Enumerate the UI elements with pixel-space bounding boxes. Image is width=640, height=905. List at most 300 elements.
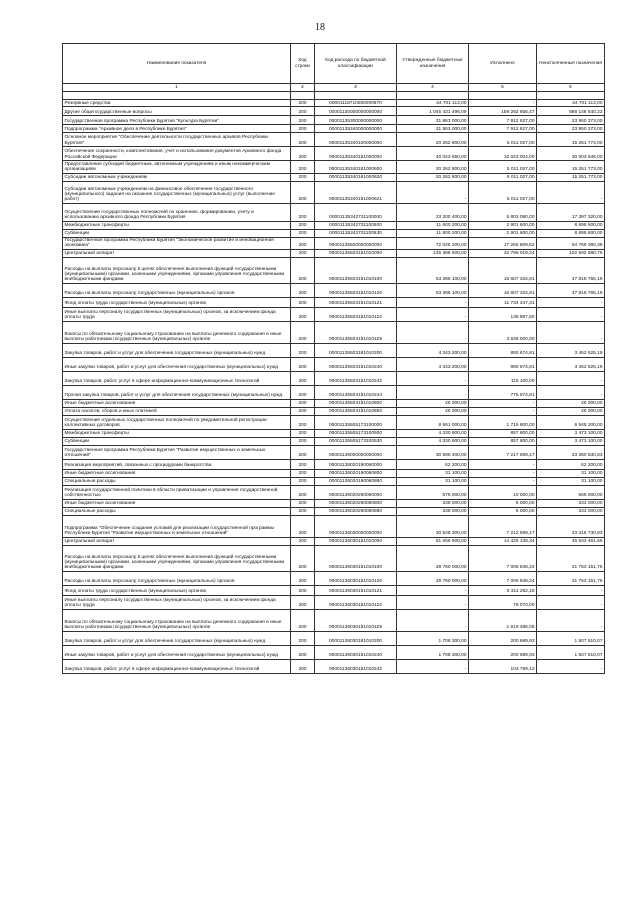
column-number: 1 [63,84,291,92]
header-approved: Утвержденные бюджетные назначения [397,44,469,84]
table-header-row [63,44,605,84]
row-executed: 2 901 600,00 [469,221,537,229]
row-line-code: 200 [291,181,315,203]
row-executed: 7 912 627,00 [469,125,537,133]
row-executed: 5 000,00 [469,500,537,508]
row-name: Подпрограмма "Обеспечение создания условий для реализации государственной программы Республики Бурятия "Развитие имущественных и земельных отношений" [63,516,291,538]
row-remaining: 17 397 320,00 [537,203,605,221]
table-row [63,446,605,460]
row-budget-code: 00001136030181010242 [315,660,397,674]
row-executed: 200 689,93 [469,632,537,646]
row-budget-code: 00001135503181010121 [315,298,397,308]
row-budget-code: 00001135342731100530 [315,229,397,237]
row-line-code: 200 [291,516,315,538]
table-row [63,100,605,107]
row-name: Взносы по обязательному социальному страхованию на выплаты денежного содержания и иные выплаты работникам государственных (муниципальных) органов [63,322,291,344]
row-executed: 17 255 809,62 [469,237,537,249]
row-name: Осуществление государственных полномочий по хранению, формированию, учету и использованию архивного фонда Республики Бурятия [63,203,291,221]
row-executed: 890 674,81 [469,344,537,358]
row-remaining: - [537,386,605,400]
column-number: 2 [291,84,315,92]
row-remaining: 333 000,00 [537,500,605,508]
table-row [63,572,605,586]
table-row [63,632,605,646]
header-line-code: Код строки [291,44,315,84]
row-approved: 20 262 800,00 [397,173,469,181]
row-name: Иные бюджетные ассигнования [63,470,291,478]
row-executed: 5 011 027,00 [469,133,537,147]
row-executed: 14 425 138,34 [469,538,537,546]
table-row [63,460,605,470]
row-name: Фонд оплаты труда государственных (муниципальных) органов [63,586,291,596]
row-approved: 20 262 800,00 [397,133,469,147]
row-budget-code: 00001136030181010120 [315,572,397,586]
row-line-code: 200 [291,344,315,358]
row-approved: 8 661 000,00 [397,416,469,430]
row-line-code: 200 [291,358,315,372]
row-budget-code: 00001135503181010800 [315,400,397,408]
row-name: Основное мероприятие "Обеспечение деятельности государственных архивов Республики Бурятия" [63,133,291,147]
row-remaining: - [537,298,605,308]
row-budget-code: 00001136000000000000 [315,446,397,460]
row-remaining: - [537,596,605,610]
row-name: Межбюджетные трансферты [63,430,291,438]
row-remaining: 47 818 765,19 [537,284,605,298]
row-budget-code: 00001136020290060000 [315,486,397,500]
table-row [63,308,605,322]
row-budget-code: 00001118710000000870 [315,100,397,107]
table-row [63,298,605,308]
row-executed: 159 282 856,47 [469,107,537,116]
row-budget-code: 00001136020290060880 [315,508,397,516]
row-remaining: 23 950 373,00 [537,125,605,133]
row-approved: 11 600 200,00 [397,221,469,229]
row-remaining: 30 003 646,00 [537,147,605,161]
row-line-code: 200 [291,386,315,400]
row-remaining: - [537,610,605,632]
row-budget-code: 00001136020190060800 [315,470,397,478]
row-approved: 72 025 200,00 [397,237,469,249]
row-name: Прочая закупка товаров, работ и услуг для обеспечения государственных (муниципальных) нужд [63,386,291,400]
table-row [63,516,605,538]
row-name: Межбюджетные трансферты [63,221,291,229]
row-approved: - [397,660,469,674]
row-executed: 32 796 019,24 [469,250,537,258]
row-line-code: 200 [291,116,315,125]
row-remaining: 8 698 600,00 [537,229,605,237]
row-remaining: 3 452 525,19 [537,344,605,358]
row-executed: 5 000,00 [469,508,537,516]
row-budget-code: 00001136030181010121 [315,586,397,596]
row-name: Иные бюджетные ассигнования [63,400,291,408]
table-row [63,229,605,237]
row-line-code: 200 [291,430,315,438]
row-name: Иные закупки товаров, работ и услуг для обеспечения государственных (муниципальных) нужд [63,358,291,372]
table-row [63,586,605,596]
row-remaining: - [537,586,605,596]
row-approved: 62 200,00 [397,460,469,470]
row-remaining: 25 000,00 [537,408,605,416]
row-budget-code: 00001130000000000000 [315,107,397,116]
row-approved: 1 708 300,00 [397,632,469,646]
row-approved: 63 396 100,00 [397,258,469,284]
row-executed: 11 734 447,31 [469,298,537,308]
table-row [63,500,605,508]
row-line-code: 200 [291,438,315,446]
table-row [63,125,605,133]
row-approved: - [397,596,469,610]
row-budget-code: 00001136020290060800 [315,500,397,508]
row-remaining: 34 701 113,00 [537,100,605,107]
row-name: Закупка товаров, работ, услуг в сфере информационно-коммуникационных технологий [63,660,291,674]
row-name: Иные закупки товаров, работ и услуг для обеспечения государственных (муниципальных) нужд [63,646,291,660]
row-remaining: 47 818 755,19 [537,258,605,284]
row-executed: 7 006 848,24 [469,572,537,586]
row-name: Иные бюджетные ассигнования [63,500,291,508]
row-remaining: 3 473 100,00 [537,430,605,438]
row-remaining: - [537,181,605,203]
row-executed: 3 636 000,00 [469,322,537,344]
column-number: 4 [397,84,469,92]
column-number: 5 [469,84,537,92]
row-remaining: 23 316 730,83 [537,516,605,538]
row-line-code: 200 [291,125,315,133]
row-name: Субсидии автономным учреждениям на финансовое обеспечение государственного (муниципального) задания на оказание государственных (муниципальных) услуг (выполнение работ) [63,181,291,203]
row-line-code: 200 [291,416,315,430]
row-executed: - [469,470,537,478]
row-approved: 28 760 000,00 [397,572,469,586]
row-budget-code: 00001135505173100000 [315,416,397,430]
row-approved: 30 528 300,00 [397,516,469,538]
row-executed: - [469,460,537,470]
row-name: Иные выплаты персоналу государственных (муниципальных) органов, за исключением фонда оплаты труда [63,596,291,610]
row-name: Закупка товаров, работ, услуг в сфере информационно-коммуникационных технологий [63,372,291,386]
row-executed: 15 607 334,81 [469,284,537,298]
row-budget-code: 00001135503181010100 [315,258,397,284]
table-row [63,486,605,500]
row-budget-code: 00001135503181010000 [315,250,397,258]
table-row [63,107,605,116]
row-remaining: 886 148 640,22 [537,107,605,116]
row-name: Субвенции [63,438,291,446]
row-approved: 20 262 800,00 [397,161,469,173]
row-line-code: 200 [291,237,315,249]
row-executed: 76 070,00 [469,596,537,610]
row-executed: 7 006 848,24 [469,546,537,572]
row-name: Реализация мероприятий, связанных с процедурами банкротства [63,460,291,470]
table-row [63,386,605,400]
row-approved: 31 100,00 [397,470,469,478]
table-row [63,116,605,125]
row-approved: - [397,181,469,203]
row-line-code: 200 [291,508,315,516]
row-line-code: 200 [291,133,315,147]
row-approved: 31 863 000,00 [397,125,469,133]
row-budget-code: 00001136020190060880 [315,478,397,486]
row-line-code: 200 [291,572,315,586]
row-remaining: 21 753 151,76 [537,572,605,586]
row-line-code: 200 [291,478,315,486]
row-line-code: 200 [291,258,315,284]
row-budget-code: 00001136020190060000 [315,460,397,470]
row-executed: 1 619 486,06 [469,610,537,632]
row-remaining: 21 753 151,76 [537,546,605,572]
row-approved: - [397,308,469,322]
row-executed: - [469,400,537,408]
row-budget-code: 00001136030181010100 [315,546,397,572]
row-budget-code: 00001135340181000620 [315,173,397,181]
table-row [63,660,605,674]
row-budget-code: 00001135505173100500 [315,430,397,438]
row-name: Реализация государственной политики в области приватизации и управления государственной собственностью [63,486,291,500]
row-executed: 7 217 569,17 [469,446,537,460]
column-number: 6 [537,84,605,92]
table-row [63,430,605,438]
row-approved: 338 000,00 [397,508,469,516]
row-name: Расходы на выплаты персоналу государственных (муниципальных) органов [63,572,291,586]
table-body [63,100,605,674]
row-remaining: 62 200,00 [537,460,605,470]
row-executed: 5 803 080,00 [469,203,537,221]
row-budget-code: 00001135342731100500 [315,221,397,229]
table-row [63,344,605,358]
row-line-code: 200 [291,221,315,229]
row-executed: 15 607 334,81 [469,258,537,284]
row-name: Фонд оплаты труда государственных (муниципальных) органов [63,298,291,308]
row-remaining: 15 251 773,00 [537,133,605,147]
row-approved: 61 056 600,00 [397,538,469,546]
row-name: Расходы на выплаты персоналу в целях обеспечения выполнения функций государственными (муниципальными) органами, казенными учреждениями, органами управления государственными внебюджетными фондами [63,258,291,284]
row-approved: 30 598 400,00 [397,446,469,460]
row-budget-code: 00001135340181000621 [315,181,397,203]
row-remaining: 1 507 610,07 [537,646,605,660]
row-line-code: 200 [291,660,315,674]
table-row [63,203,605,221]
row-approved: 1 045 431 496,09 [397,107,469,116]
row-executed: 138 887,50 [469,308,537,322]
table-row [63,596,605,610]
row-budget-code: 00001135503181010244 [315,386,397,400]
row-remaining: 31 100,00 [537,470,605,478]
table-row [63,221,605,229]
row-line-code: 200 [291,203,315,221]
row-line-code: 200 [291,586,315,596]
row-line-code: 200 [291,446,315,460]
row-executed: 5 311 282,18 [469,586,537,596]
row-line-code: 200 [291,546,315,572]
table-row [63,610,605,632]
header-budget-code: Код расхода по бюджетной классификации [315,44,397,84]
row-approved: 338 000,00 [397,500,469,508]
row-budget-code: 00001135342731100000 [315,203,397,221]
row-executed: 5 011 027,00 [469,173,537,181]
row-line-code: 200 [291,372,315,386]
row-approved: - [397,322,469,344]
row-budget-code: 00001136030181010129 [315,610,397,632]
row-budget-code: 00001136030000000000 [315,516,397,538]
row-executed: 857 800,00 [469,430,537,438]
row-approved: 23 200 400,00 [397,203,469,221]
row-budget-code: 00001135503181010120 [315,284,397,298]
row-remaining: 3 452 525,19 [537,358,605,372]
row-remaining: - [537,372,605,386]
row-approved: 31 100,00 [397,478,469,486]
row-line-code: 200 [291,250,315,258]
row-name: Субсидии автономным учреждениям [63,173,291,181]
row-line-code: 200 [291,147,315,161]
column-number: 3 [315,84,397,92]
row-approved: 28 760 000,00 [397,546,469,572]
row-budget-code: 00001135340000000000 [315,125,397,133]
table-row [63,147,605,161]
row-budget-code: 00001135500000000000 [315,237,397,249]
row-approved: - [397,586,469,596]
row-budget-code: 00001135503181010122 [315,308,397,322]
row-line-code: 200 [291,229,315,237]
row-line-code: 200 [291,161,315,173]
row-line-code: 200 [291,500,315,508]
table-row [63,400,605,408]
row-line-code: 200 [291,400,315,408]
row-remaining: 15 251 773,00 [537,161,605,173]
row-remaining: 6 945 200,00 [537,416,605,430]
row-budget-code: 00001135340181000600 [315,161,397,173]
row-remaining: 31 100,00 [537,478,605,486]
row-budget-code: 00001136030181010000 [315,538,397,546]
page-number: 18 [315,22,325,33]
row-name: Закупка товаров, работ и услуг для обеспечения государственных (муниципальных) нужд [63,632,291,646]
row-line-code: 200 [291,408,315,416]
row-line-code: 200 [291,460,315,470]
table-row [63,646,605,660]
row-executed: 200 689,93 [469,646,537,660]
row-executed: 115 100,00 [469,372,537,386]
row-approved: 4 330 900,00 [397,430,469,438]
row-name: Расходы на выплаты персоналу государственных (муниципальных) органов [63,284,291,298]
row-line-code: 200 [291,107,315,116]
row-line-code: 200 [291,173,315,181]
row-approved: 4 343 200,00 [397,344,469,358]
row-name: Расходы на выплаты персоналу в целях обеспечения выполнения функций государственными (муниципальными) органами, казенными учреждениями, органами управления государственными внебюджетными фондами [63,546,291,572]
row-approved: - [397,372,469,386]
row-executed: 10 023 004,00 [469,147,537,161]
row-budget-code: 00001135503181010242 [315,372,397,386]
row-executed: 2 901 600,00 [469,229,537,237]
row-approved: 40 023 650,00 [397,147,469,161]
row-budget-code: 00001135503181010129 [315,322,397,344]
table-row [63,284,605,298]
row-name: Резервные средства [63,100,291,107]
row-approved: 576 000,00 [397,486,469,500]
row-name: Специальные расходы [63,508,291,516]
table-row [63,508,605,516]
spacer-row [63,92,605,100]
header-indicator-name: Наименование показателя [63,44,291,84]
row-name: Субвенции [63,229,291,237]
row-remaining: 8 698 600,00 [537,221,605,229]
table-row [63,470,605,478]
row-remaining: 23 380 830,83 [537,446,605,460]
table-row [63,237,605,249]
table-row [63,546,605,572]
row-line-code: 200 [291,100,315,107]
row-name: Государственная программа Республики Бурятия "Развитие имущественных и земельных отношений" [63,446,291,460]
row-executed: - [469,478,537,486]
row-approved: 11 600 200,00 [397,229,469,237]
row-remaining: 3 473 100,00 [537,438,605,446]
row-line-code: 200 [291,322,315,344]
row-approved: 25 000,00 [397,400,469,408]
row-budget-code: 00001136030181010122 [315,596,397,610]
row-name: Уплата налогов, сборов и иных платежей [63,408,291,416]
table-row [63,416,605,430]
table-row [63,161,605,173]
row-remaining: 1 507 610,07 [537,632,605,646]
row-budget-code: 00001136030181010200 [315,632,397,646]
row-name: Центральный аппарат [63,250,291,258]
row-executed: 890 674,81 [469,358,537,372]
row-line-code: 200 [291,596,315,610]
row-remaining: 25 000,00 [537,400,605,408]
row-executed: 1 715 800,00 [469,416,537,430]
table-row [63,173,605,181]
row-budget-code: 00001135503181010240 [315,358,397,372]
row-approved: 1 708 300,00 [397,646,469,660]
row-executed: 5 011 027,00 [469,161,537,173]
row-line-code: 200 [291,298,315,308]
row-remaining: 54 769 390,38 [537,237,605,249]
row-remaining: 333 000,00 [537,508,605,516]
row-approved: 31 863 000,00 [397,116,469,125]
header-remaining: Неисполненные назначения [537,44,605,84]
row-approved: 25 000,00 [397,408,469,416]
table-row [63,258,605,284]
row-budget-code: 00001135340100000000 [315,133,397,147]
row-budget-code: 00001135505173100530 [315,438,397,446]
row-line-code: 200 [291,284,315,298]
table-row [63,181,605,203]
row-name: Государственная программа Республики Бурятия "Культура Бурятии" [63,116,291,125]
table-row [63,538,605,546]
row-name: Иные выплаты персоналу государственных (муниципальных) органов, за исключением фонда оплаты труда [63,308,291,322]
row-budget-code: 00001135300000000000 [315,116,397,125]
row-budget-code: 00001135503181010850 [315,408,397,416]
header-executed: Исполнено [469,44,537,84]
row-remaining: 46 633 461,66 [537,538,605,546]
row-remaining: - [537,660,605,674]
table-row [63,322,605,344]
row-budget-code: 00001135503181010200 [315,344,397,358]
row-remaining: 23 950 373,00 [537,116,605,125]
row-name: Осуществление отдельных государственных полномочий по уведомительной регистрации коллективных договоров [63,416,291,430]
table-row [63,408,605,416]
row-executed: 5 011 027,00 [469,181,537,203]
table-row [63,133,605,147]
row-remaining: 566 000,00 [537,486,605,500]
row-executed: - [469,408,537,416]
table-row [63,372,605,386]
row-budget-code: 00001136030181010240 [315,646,397,660]
table-row [63,438,605,446]
row-approved: 34 701 113,00 [397,100,469,107]
row-line-code: 200 [291,610,315,632]
row-name: Закупка товаров, работ и услуг для обеспечения государственных (муниципальных) нужд [63,344,291,358]
row-approved: 4 343 200,00 [397,358,469,372]
row-budget-code: 00001135340181000000 [315,147,397,161]
budget-execution-table [62,43,605,674]
row-approved: 63 396 100,00 [397,284,469,298]
row-approved: - [397,386,469,400]
